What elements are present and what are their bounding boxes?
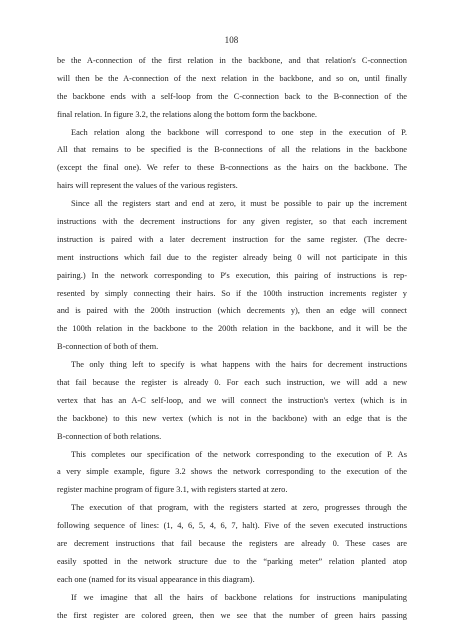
text-line: B-connection of both of them. bbox=[57, 342, 159, 352]
paragraph bbox=[57, 499, 407, 588]
text-line: the backbone) to this new vertex (which is not in the backbone) with an edge that is the bbox=[57, 413, 407, 423]
text-line: will then be the A-connection of the next relation in the backbone, and so on, until finally bbox=[57, 73, 407, 83]
text-line: The execution of that program, with the registers started at zero, progresses through the bbox=[71, 503, 407, 513]
paragraph bbox=[57, 124, 407, 196]
text-line: Since all the registers start and end at zero, it must be possible to pair up the increment bbox=[71, 199, 407, 209]
text-line: hairs will represent the values of the various registers. bbox=[57, 181, 238, 191]
text-line: final relation. In figure 3.2, the relations along the bottom form the backbone. bbox=[57, 109, 318, 119]
text-line: the first register are colored green, then we see that the number of green hairs passing bbox=[57, 610, 407, 620]
text-line: each one (named for its visual appearance in this diagram). bbox=[57, 574, 255, 584]
text-line: instructions with the decrement instructions for any given register, so that each increment bbox=[57, 217, 407, 227]
page-number: 108 bbox=[224, 35, 239, 45]
text-line: instruction is paired with a later decrement instruction for the same register. (The decre- bbox=[57, 234, 407, 244]
paragraph bbox=[57, 589, 407, 625]
text-line: a very simple example, figure 3.2 shows the network corresponding to the execution of the bbox=[57, 467, 407, 477]
text-line: pairing.) In the network corresponding to P's execution, this pairing of instructions is rep- bbox=[57, 270, 407, 280]
text-line: This completes our specification of the network corresponding to the execution of P. As bbox=[71, 449, 407, 459]
paragraph bbox=[57, 195, 407, 356]
text-line: The only thing left to specify is what happens with the hairs for decrement instructions bbox=[71, 360, 407, 370]
text-line: that fail because the register is already 0. For each such instruction, we will add a new bbox=[57, 378, 407, 388]
text-line: and is paired with the 200th instruction (which decrements y), then an edge will connect bbox=[57, 306, 407, 316]
text-line: the backbone ends with a self-loop from the C-connection back to the B-connection of the bbox=[57, 91, 407, 101]
text-line: Each relation along the backbone will correspond to one step in the execution of P. bbox=[71, 127, 407, 137]
text-line: vertex that has an A-C self-loop, and we will connect the instruction's vertex (which is in bbox=[57, 395, 407, 405]
text-line: easily spotted in the network structure due to the “parking meter” relation planted atop bbox=[57, 556, 407, 566]
text-line: If we imagine that all the hairs of backbone relations for instructions manipulating bbox=[71, 592, 407, 602]
text-line: are decrement instructions that fail because the registers are already 0. These cases are bbox=[57, 539, 407, 549]
text-line: be the A-connection of the first relation in the backbone, and that relation's C-connection bbox=[57, 56, 407, 65]
text-line: register machine program of figure 3.1, with registers started at zero. bbox=[57, 485, 288, 495]
text-line: the 100th relation in the backbone to the 200th relation in the backbone, and it will be the bbox=[57, 324, 407, 334]
text-line: resented by simply connecting their hairs. So if the 100th instruction increments register y bbox=[57, 288, 407, 298]
text-line: (except the final one). We refer to these B-connections as the hairs on the backbone. The bbox=[57, 163, 407, 173]
text-line: ment instructions which fail due to the register already being 0 will not participate in this bbox=[57, 252, 407, 262]
body-text bbox=[57, 52, 407, 625]
text-line: B-connection of both relations. bbox=[57, 431, 162, 441]
paragraph bbox=[57, 446, 407, 500]
text-line: All that remains to be specified is the B-connections of all the relations in the backbone bbox=[57, 145, 407, 155]
paragraph bbox=[57, 52, 407, 124]
text-line: following sequence of lines: (1, 4, 6, 5, 4, 6, 7, halt). Five of the seven executed instructions bbox=[57, 521, 407, 531]
paragraph bbox=[57, 356, 407, 445]
